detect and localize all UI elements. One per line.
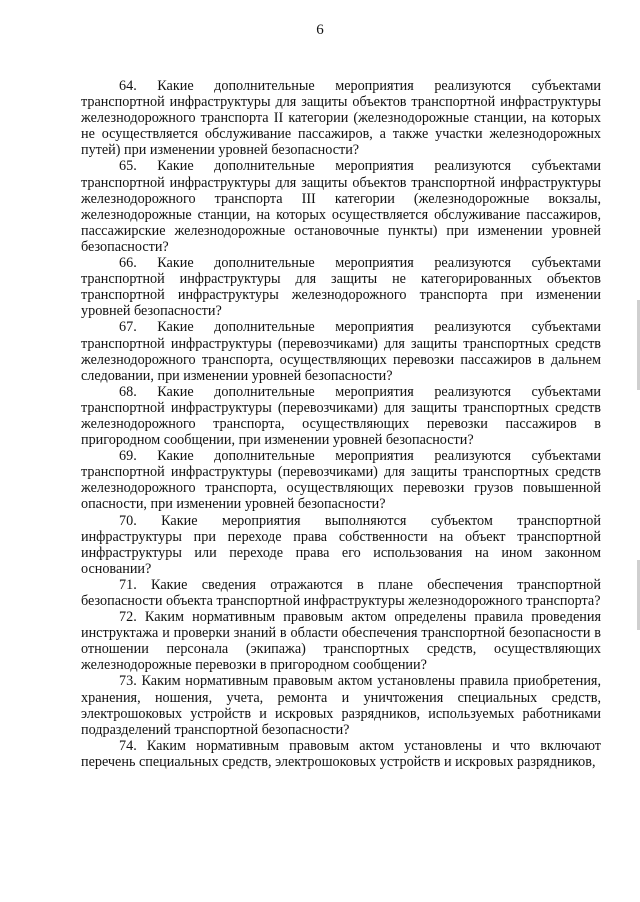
question-71: 71. Какие сведения отражаются в плане обеспечения транспортной безопасности объекта транспортной инфраструктуры железнодорожного транспорта? [81, 576, 601, 609]
question-72: 72. Каким нормативным правовым актом определены правила проведения инструктажа и проверки знаний в области обеспечения транспортной безопасности в отношении персонала (экипажа) транспортных средств, осуществляющих железнодорожные перевозки в пригородном сообщении? [81, 609, 601, 674]
question-68: 68. Какие дополнительные мероприятия реализуются субъектами транспортной инфраструктуры (перевозчиками) для защиты транспортных средств железнодорожного транспорта, осуществляющих перевозки пассажиров в пригородном сообщении, при изменении уровней безопасности? [81, 383, 601, 449]
question-70: 70. Какие мероприятия выполняются субъектом транспортной инфраструктуры при переходе права собственности на объект транспортной инфраструктуры или переходе права его использования на ином законном основании? [81, 512, 601, 577]
question-list [81, 78, 601, 770]
question-67: 67. Какие дополнительные мероприятия реализуются субъектами транспортной инфраструктуры (перевозчиками) для защиты транспортных средств железнодорожного транспорта, осуществляющих перевозки пассажиров в дальнем следовании, при изменении уровней безопасности? [81, 319, 601, 384]
question-73: 73. Каким нормативным правовым актом установлены правила приобретения, хранения, ношения, учета, ремонта и уничтожения специальных средств, электрошоковых устройств и искровых разрядников, используемых работниками подразделений транспортной безопасности? [81, 673, 601, 738]
question-65: 65. Какие дополнительные мероприятия реализуются субъектами транспортной инфраструктуры для защиты объектов транспортной инфраструктуры железнодорожного транспорта III категории (железнодорожные вокзалы, железнодорожные станции, на которых осуществляется обслуживание пассажиров, пассажирские железнодорожные остановочные пункты) при изменении уровней безопасности? [81, 158, 601, 255]
question-69: 69. Какие дополнительные мероприятия реализуются субъектами транспортной инфраструктуры (перевозчиками) для защиты транспортных средств железнодорожного транспорта, осуществляющих перевозки грузов повышенной опасности, при изменении уровней безопасности? [81, 448, 601, 513]
question-74: 74. Каким нормативным правовым актом установлены и что включают перечень специальных средств, электрошоковых устройств и искровых разрядников, [81, 737, 601, 770]
question-66: 66. Какие дополнительные мероприятия реализуются субъектами транспортной инфраструктуры для защиты не категорированных объектов транспортной инфраструктуры железнодорожного транспорта при изменении уровней безопасности? [81, 255, 601, 320]
page-number: 6 [316, 22, 324, 38]
question-64: 64. Какие дополнительные мероприятия реализуются субъектами транспортной инфраструктуры для защиты объектов транспортной инфраструктуры железнодорожного транспорта II категории (железнодорожные станции, на которых не осуществляется обслуживание пассажиров, а также участки железнодорожных путей) при изменении уровней безопасности? [81, 78, 601, 159]
